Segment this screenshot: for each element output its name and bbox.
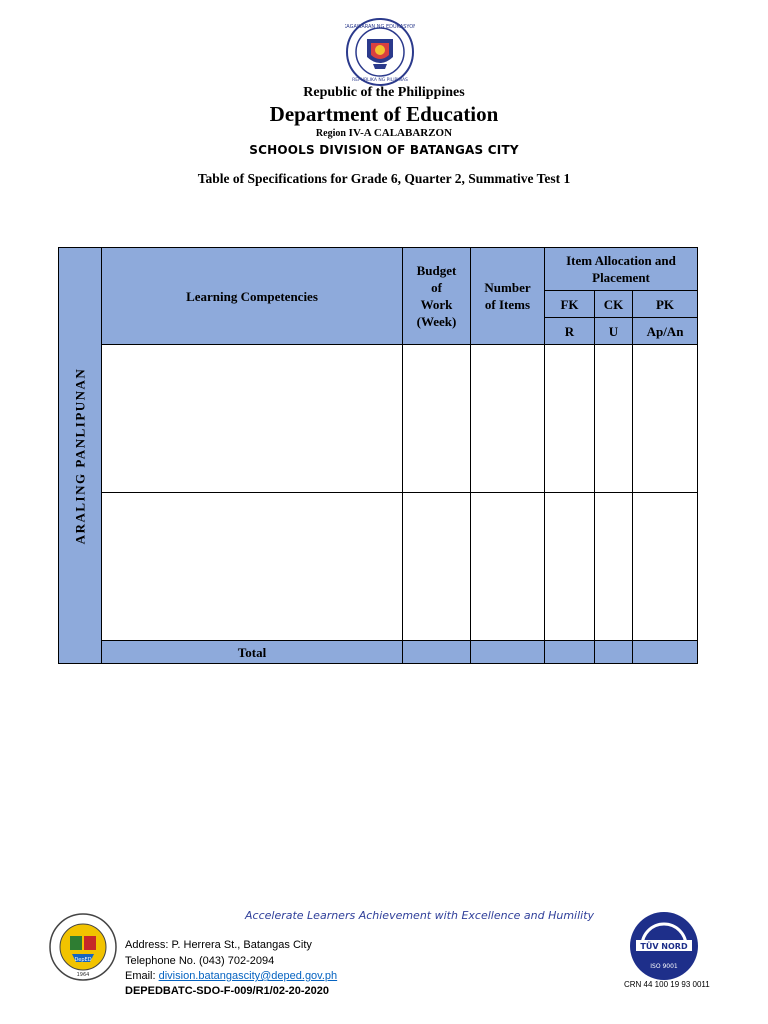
u-cell[interactable] — [595, 493, 633, 641]
address: Address: P. Herrera St., Batangas City — [125, 939, 312, 951]
apan-cell[interactable] — [633, 493, 698, 641]
header-u: U — [595, 318, 633, 345]
budget-cell[interactable] — [403, 493, 471, 641]
email-line — [125, 970, 337, 982]
total-label: Total — [102, 641, 403, 664]
budget-line: Work — [420, 297, 453, 312]
u-cell[interactable] — [595, 345, 633, 493]
region-line — [0, 127, 768, 139]
header-competencies: Learning Competencies — [102, 248, 403, 345]
svg-text:REPUBLIKA NG PILIPINAS: REPUBLIKA NG PILIPINAS — [352, 78, 408, 83]
budget-line: Budget — [416, 263, 457, 278]
telephone: Telephone No. (043) 702-2094 — [125, 955, 275, 967]
items-line: of Items — [484, 297, 531, 312]
region-name: IV-A CALABARZON — [348, 127, 453, 139]
total-u-cell[interactable] — [595, 641, 633, 664]
svg-text:DepED: DepED — [74, 957, 92, 963]
specifications-table — [58, 247, 698, 664]
budget-line: (Week) — [416, 314, 457, 329]
svg-text:TÜV NORD: TÜV NORD — [640, 942, 688, 951]
items-cell[interactable] — [471, 493, 545, 641]
table-row — [59, 493, 698, 641]
header-ck: CK — [595, 291, 633, 318]
r-cell[interactable] — [545, 345, 595, 493]
subject-label: ARALING PANLIPUNAN — [72, 367, 88, 544]
motto: Accelerate Learners Achievement with Excellence and Humility — [245, 909, 595, 922]
header-budget — [403, 248, 471, 345]
budget-cell[interactable] — [403, 345, 471, 493]
email-label: Email: — [125, 970, 156, 982]
table-row — [59, 345, 698, 493]
items-line: Number — [484, 280, 531, 295]
crn-number: CRN 44 100 19 93 0011 — [624, 980, 710, 989]
header-items — [471, 248, 545, 345]
subject-cell — [59, 248, 102, 664]
header-r: R — [545, 318, 595, 345]
region-prefix: Region — [315, 128, 346, 139]
header-fk: FK — [545, 291, 595, 318]
total-items-cell[interactable] — [471, 641, 545, 664]
sdo-batangas-city-seal-icon — [48, 912, 118, 982]
competency-cell[interactable] — [102, 345, 403, 493]
svg-text:1964: 1964 — [76, 972, 90, 978]
header-apan: Ap/An — [633, 318, 698, 345]
total-r-cell[interactable] — [545, 641, 595, 664]
republic-line: Republic of the Philippines — [303, 85, 465, 100]
allocation-line: Placement — [592, 270, 650, 285]
r-cell[interactable] — [545, 493, 595, 641]
document-title: Table of Specifications for Grade 6, Quarter 2, Summative Test 1 — [197, 171, 571, 186]
total-apan-cell[interactable] — [633, 641, 698, 664]
tuv-nord-iso-9001-icon — [628, 910, 700, 982]
items-cell[interactable] — [471, 345, 545, 493]
department-name: Department of Education — [269, 102, 499, 126]
deped-seal-icon — [345, 17, 415, 87]
division-name: SCHOOLS DIVISION OF BATANGAS CITY — [249, 143, 519, 157]
header-allocation — [545, 248, 698, 291]
header-pk: PK — [633, 291, 698, 318]
email-link[interactable]: division.batangascity@deped.gov.ph — [158, 970, 338, 982]
svg-text:ISO 9001: ISO 9001 — [650, 963, 678, 970]
competency-cell[interactable] — [102, 493, 403, 641]
total-row — [59, 641, 698, 664]
form-code: DEPEDBATC-SDO-F-009/R1/02-20-2020 — [125, 985, 329, 997]
allocation-line: Item Allocation and — [566, 253, 676, 268]
budget-line: of — [431, 280, 442, 295]
total-budget-cell[interactable] — [403, 641, 471, 664]
svg-text:KAGAWARAN NG EDUKASYON: KAGAWARAN NG EDUKASYON — [345, 24, 415, 30]
apan-cell[interactable] — [633, 345, 698, 493]
